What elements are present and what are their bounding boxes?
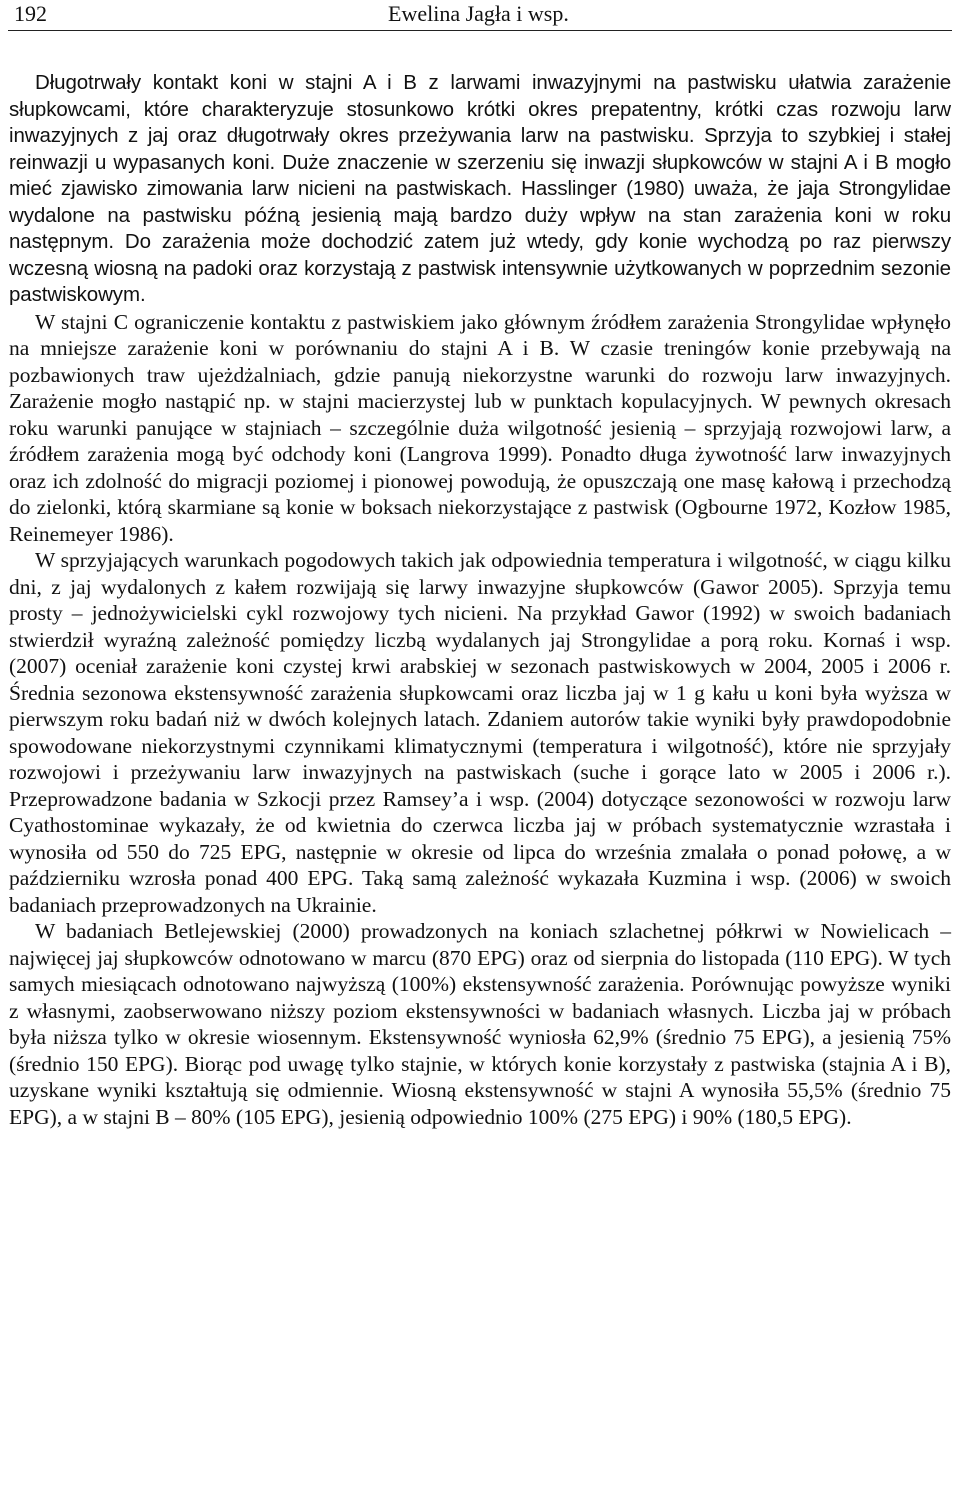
body-text [8, 70, 952, 1130]
paragraph: Długotrwały kontakt koni w stajni A i B z larwami inwazyjnymi na pastwisku ułatwia zarażenie słupkowcami, które charakteryzuje stosunkowo krótki okres prepatentny, krótki czas rozwoju larw inwazyjnych z jaj oraz długotrwały okres przeżywania larw na pastwisku. Sprzyja to szybkiej i stałej reinwazji u wypasanych koni. Duże znaczenie w szerzeniu się inwazji słupkowców w stajni A i B mogło mieć zjawisko zimowania larw nicieni na pastwiskach. Hasslinger (1980) uważa, że jaja Strongylidae wydalone na pastwisku późną jesienią mają bardzo duży wpływ na stan zarażenia koni w roku następnym. Do zarażenia może dochodzić zatem już wtedy, gdy konie wychodzą po raz pierwszy wczesną wiosną na padoki oraz korzystają z pastwisk intensywnie użytkowanych w poprzednim sezonie pastwiskowym. [9, 71, 951, 306]
running-header-author: Ewelina Jagła i wsp. [388, 1, 569, 26]
journal-page [8, 0, 952, 1130]
paragraph: W badaniach Betlejewskiej (2000) prowadzonych na koniach szlachetnej półkrwi w Nowielicach – najwięcej jaj słupkowców odnotowano w marcu (870 EPG) oraz od sierpnia do listopada (110 EPG). W tych samych miesiącach odnotowano najwyższą (100%) ekstensywność zarażenia. Porównując powyższe wyniki z własnymi, zaobserwowano niższy poziom ekstensywności w badaniach własnych. Liczba jaj w próbach była niższa tylko w okresie wiosennym. Ekstensywność wyniosła 62,9% (średnio 75 EPG), a jesienią 75% (średnio 150 EPG). Biorąc pod uwagę tylko stajnie, w których konie korzystały z pastwiska (stajnia A i B), uzyskane wyniki kształtują się odmiennie. Wiosną ekstensywność w stajni A wynosiła 55,5% (średnio 75 EPG), a w stajni B – 80% (105 EPG), jesienią odpowiednio 100% (275 EPG) i 90% (180,5 EPG). [9, 919, 951, 1129]
page-number: 192 [14, 1, 47, 26]
paragraph: W stajni C ograniczenie kontaktu z pastwiskiem jako głównym źródłem zarażenia Strongylidae wpłynęło na mniejsze zarażenie koni w porównaniu do stajni A i B. W czasie treningów konie przebywają na pozbawionych traw ujeżdżalniach, gdzie panują niekorzystne warunki do rozwoju larw inwazyjnych. Zarażenie mogło nastąpić np. w stajni macierzystej lub w punktach kopulacyjnych. W pewnych okresach roku warunki panujące w stajniach – szczególnie duża wilgotność jesienią – sprzyjają rozwojowi larw, a źródłem zarażenia mogą być odchody koni (Langrova 1999). Ponadto długa żywotność larw inwazyjnych oraz ich zdolność do migracji poziomej i pionowej powodują, że opuszczają one masę kałową i przechodzą do zielonki, którą skarmiane są konie w boksach niekorzystające z pastwisk (Ogbourne 1972, Kozłow 1985, Reinemeyer 1986). [9, 309, 951, 546]
paragraph: W sprzyjających warunkach pogodowych takich jak odpowiednia temperatura i wilgotność, w ciągu kilku dni, z jaj wydalonych z kałem rozwijają się larwy inwazyjne słupkowców (Gawor 2005). Sprzyja temu prosty – jednożywicielski cykl rozwojowy tych nicieni. Na przykład Gawor (1992) w swoich badaniach stwierdził wyraźną zależność pomiędzy liczbą wydalanych jaj Strongylidae a porą roku. Kornaś i wsp. (2007) oceniał zarażenie koni czystej krwi arabskiej w sezonach pastwiskowych w 2004, 2005 i 2006 r. Średnia sezonowa ekstensywność zarażenia słupkowcami oraz liczba jaj w 1 g kału u koni była wyższa w pierwszym roku badań niż w dwóch kolejnych latach. Zdaniem autorów takie wyniki były prawdopodobnie spowodowane niekorzystnymi czynnikami klimatycznymi (temperatura i wilgotność), które nie sprzyjały rozwojowi i przeżywaniu larw inwazyjnych na pastwiskach (suche i gorące lato w 2005 i 2006 r.). Przeprowadzone badania w Szkocji przez Ramsey’a i wsp. (2004) dotyczące sezonowości w rozwoju larw Cyathostominae wykazały, że od kwietnia do czerwca liczba jaj w próbach systematycznie wzrastała i wynosiła od 550 do 725 EPG, następnie w okresie od lipca do września zmalała o ponad połowę, a w październiku wzrosła ponad 400 EPG. Taką samą zależność wykazała Kuzmina i wsp. (2006) w swoich badaniach przeprowadzonych na Ukrainie. [9, 548, 951, 917]
running-header [8, 0, 952, 31]
